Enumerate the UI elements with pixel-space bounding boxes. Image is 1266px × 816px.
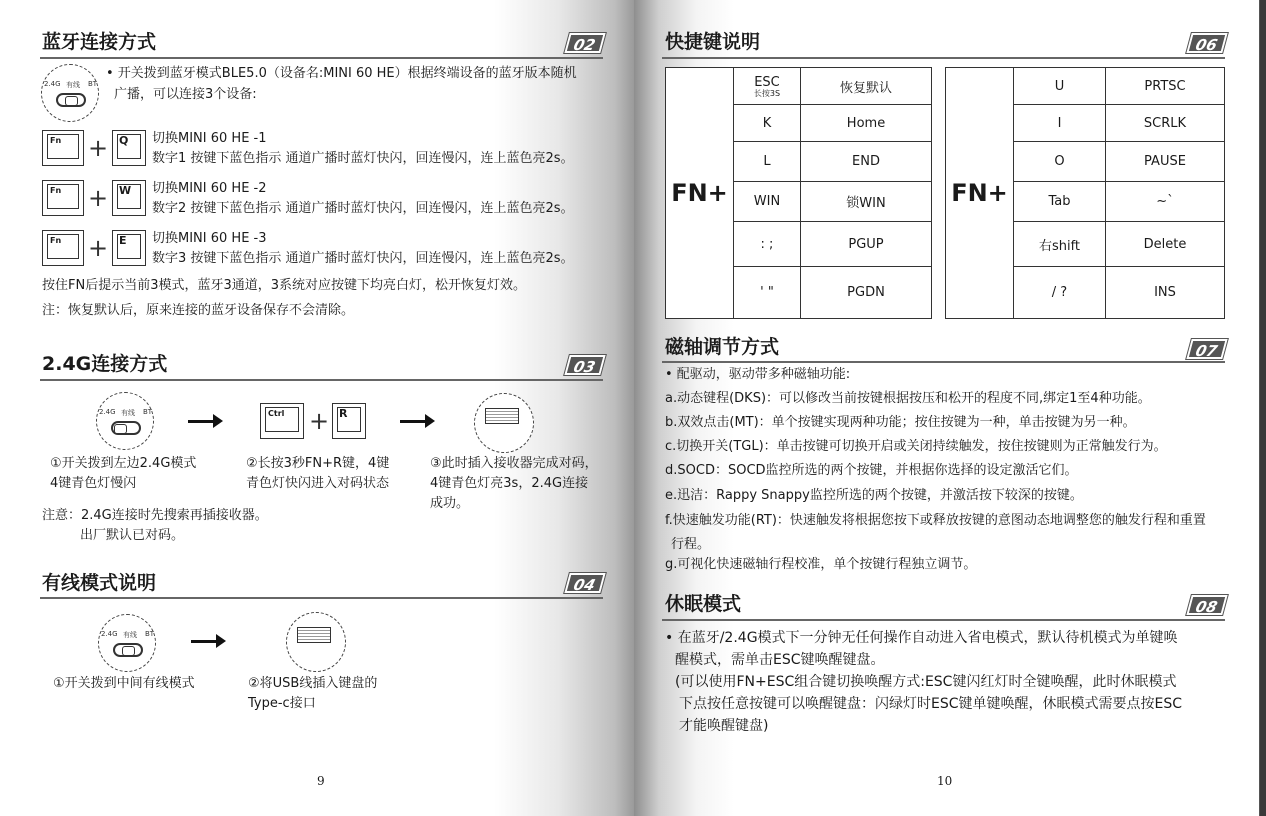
shortcut-function: 锁WIN (801, 182, 932, 222)
shortcut-function: Delete (1106, 222, 1225, 267)
shortcut-function: PGUP (801, 222, 932, 267)
shortcut-key: 右shift (1014, 222, 1106, 267)
note-text: 注：恢复默认后，原来连接的蓝牙设备保存不会清除。 (42, 303, 355, 318)
step-caption: 成功。 (430, 496, 470, 511)
feature-line: e.迅洁：Rappy Snappy监控所选的两个按键，并激活按下较深的按键。 (665, 488, 1083, 503)
step-caption: ①开关拨到中间有线模式 (53, 676, 195, 691)
plus-icon: + (309, 407, 330, 435)
shortcut-key: : ; (734, 222, 801, 267)
section-badge: 07 (1186, 339, 1227, 359)
page-number: 9 (317, 774, 325, 788)
section-title-wired: 有线模式说明 (42, 572, 157, 594)
step-caption: ②将USB线插入键盘的 (248, 676, 378, 691)
shortcut-key: WIN (734, 182, 801, 222)
row-title: 切换MINI 60 HE -1 (152, 131, 267, 146)
shortcut-function: ~` (1106, 182, 1225, 222)
row-desc: 数字3 按键下蓝色指示 通道广播时蓝灯快闪，回连慢闪，连上蓝色亮2s。 (152, 251, 574, 266)
mode-switch-wired-icon: 2.4G 有线 BT (98, 614, 156, 672)
plus-icon: + (88, 234, 109, 262)
shortcut-key: L (734, 142, 801, 182)
fn-label: FN+ (666, 68, 734, 319)
step-caption: 4键青色灯慢闪 (50, 476, 137, 491)
usb-receiver-icon (474, 393, 534, 453)
feature-line: f.快速触发功能(RT)：快速触发将根据您按下或释放按键的意图动态地调整您的触发行程和重置 (665, 513, 1206, 528)
fn-key-icon: Fn (42, 130, 84, 166)
shortcut-key: ' " (734, 267, 801, 319)
mode-switch-2-4g-icon: 2.4G 有线 BT (96, 392, 154, 450)
shortcut-key: ESC 长按3S (734, 68, 801, 105)
row-title: 切换MINI 60 HE -3 (152, 231, 267, 246)
fn-key-icon: Fn (42, 180, 84, 216)
divider (40, 57, 603, 59)
row-title: 切换MINI 60 HE -2 (152, 181, 267, 196)
divider (40, 379, 603, 381)
divider (662, 57, 1225, 59)
sleep-line: 醒模式，需单击ESC键唤醒键盘。 (675, 652, 885, 668)
shortcut-key: U (1014, 68, 1106, 105)
shortcut-row (946, 68, 1225, 105)
right-page (634, 0, 1260, 816)
shortcut-function: END (801, 142, 932, 182)
section-badge: 03 (564, 355, 605, 375)
shortcut-function: SCRLK (1106, 105, 1225, 142)
shortcut-table-1 (665, 67, 932, 319)
letter-key-icon: W (112, 180, 146, 216)
shortcut-key: Tab (1014, 182, 1106, 222)
feature-line: b.双效点击(MT)：单个按键实现两种功能；按住按键为一种，单击按键为另一种。 (665, 415, 1136, 430)
section-title-shortcuts: 快捷键说明 (665, 31, 761, 53)
section-badge: 04 (564, 573, 605, 593)
section-title-bluetooth: 蓝牙连接方式 (42, 31, 157, 53)
r-key-icon: R (332, 403, 366, 439)
shortcut-key: / ? (1014, 267, 1106, 319)
fn-key-icon: Fn (42, 230, 84, 266)
divider (40, 597, 603, 599)
letter-key-icon: E (112, 230, 146, 266)
plus-icon: + (88, 134, 109, 162)
divider (662, 361, 1225, 363)
shortcut-function: PGDN (801, 267, 932, 319)
row-desc: 数字2 按键下蓝色指示 通道广播时蓝灯快闪，回连慢闪，连上蓝色亮2s。 (152, 201, 574, 216)
letter-key-icon: Q (112, 130, 146, 166)
feature-line: g.可视化快速磁轴行程校准，单个按键行程独立调节。 (665, 557, 977, 572)
section-badge: 06 (1186, 33, 1227, 53)
sleep-line: 下点按任意按键可以唤醒键盘：闪绿灯时ESC键单键唤醒，休眠模式需要点按ESC (679, 696, 1183, 712)
note-text: 出厂默认已对码。 (80, 528, 185, 543)
shortcut-function: 恢复默认 (801, 68, 932, 105)
step-caption: 4键青色灯亮3s，2.4G连接 (430, 476, 589, 491)
note-text: 注意：2.4G连接时先搜索再插接收器。 (42, 508, 268, 523)
page-number: 10 (937, 774, 953, 788)
feature-line: d.SOCD：SOCD监控所选的两个按键，并根据你选择的设定激活它们。 (665, 463, 1078, 478)
shortcut-table-2 (945, 67, 1225, 319)
feature-line: a.动态键程(DKS)：可以修改当前按键根据按压和松开的程度不同,绑定1至4种功能。 (665, 391, 1151, 406)
shortcut-function: INS (1106, 267, 1225, 319)
step-caption: 青色灯快闪进入对码状态 (246, 476, 390, 491)
arrow-right-icon (191, 640, 223, 643)
shortcut-function: PRTSC (1106, 68, 1225, 105)
intro-text: 广播，可以连接3个设备: (114, 87, 257, 102)
sleep-line: 才能唤醒键盘) (679, 718, 769, 734)
shortcut-key: O (1014, 142, 1106, 182)
divider (662, 619, 1225, 621)
section-title-2-4g: 2.4G连接方式 (42, 353, 168, 375)
ctrl-key-icon: Ctrl (260, 403, 304, 439)
step-caption: ②长按3秒FN+R键，4键 (246, 456, 390, 471)
row-desc: 数字1 按键下蓝色指示 通道广播时蓝灯快闪，回连慢闪，连上蓝色亮2s。 (152, 151, 574, 166)
usb-cable-icon (286, 612, 346, 672)
section-badge: 02 (564, 33, 605, 53)
feature-line: 行程。 (671, 537, 711, 552)
step-caption: Type-c接口 (248, 696, 316, 711)
intro-text: • 开关拨到蓝牙模式BLE5.0（设备名:MINI 60 HE）根据终端设备的蓝牙版本随机 (106, 66, 577, 81)
mode-switch-bt-icon: 2.4G 有线 BT (41, 64, 99, 122)
feature-line: • 配驱动，驱动带多种磁轴功能: (665, 367, 851, 382)
shortcut-key: K (734, 105, 801, 142)
step-caption: ③此时插入接收器完成对码， (430, 456, 598, 471)
fn-label: FN+ (946, 68, 1014, 319)
feature-line: c.切换开关(TGL)：单击按键可切换开启或关闭持续触发，按住按键则为正常触发行为。 (665, 439, 1167, 454)
plus-icon: + (88, 184, 109, 212)
section-title-sleep: 休眠模式 (665, 593, 742, 615)
section-badge: 08 (1186, 595, 1227, 615)
shortcut-row (666, 68, 932, 105)
arrow-right-icon (400, 420, 432, 423)
esc-sublabel: 长按3S (753, 88, 781, 98)
note-text: 按住FN后提示当前3模式，蓝牙3通道，3系统对应按键下均亮白灯，松开恢复灯效。 (42, 278, 527, 293)
sleep-line: • 在蓝牙/2.4G模式下一分钟无任何操作自动进入省电模式，默认待机模式为单键唤 (665, 630, 1178, 646)
step-caption: ①开关拨到左边2.4G模式 (50, 456, 197, 471)
sleep-line: (可以使用FN+ESC组合键切换唤醒方式:ESC键闪红灯时全键唤醒，此时休眠模式 (675, 674, 1177, 690)
shortcut-function: Home (801, 105, 932, 142)
shortcut-function: PAUSE (1106, 142, 1225, 182)
shortcut-key: I (1014, 105, 1106, 142)
arrow-right-icon (188, 420, 220, 423)
section-title-magnetic-switch: 磁轴调节方式 (665, 336, 780, 358)
